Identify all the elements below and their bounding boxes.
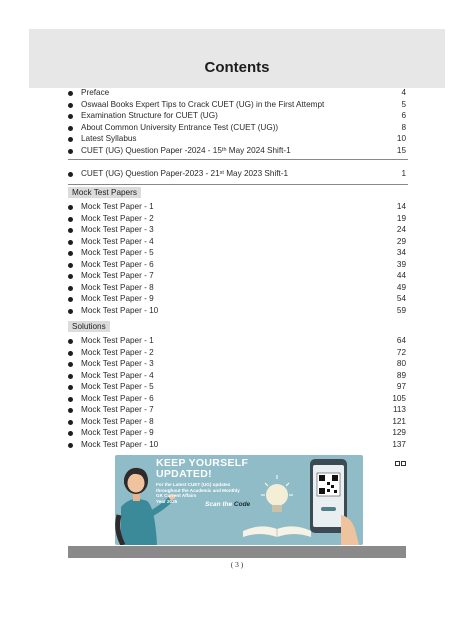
bullet-icon (68, 362, 73, 367)
toc-row-solution-10[interactable]: Mock Test Paper - 10 137 (68, 439, 408, 451)
section-heading-mock-tests: Mock Test Papers (68, 187, 141, 198)
bullet-icon (68, 217, 73, 222)
bullet-icon (68, 420, 73, 425)
bullet-icon (68, 114, 73, 119)
bullet-icon (68, 374, 73, 379)
toc-row-solution-5[interactable]: Mock Test Paper - 5 97 (68, 381, 408, 393)
bullet-icon (68, 385, 73, 390)
bullet-icon (68, 240, 73, 245)
toc-row-exam-structure[interactable]: Examination Structure for CUET (UG) 6 (68, 110, 408, 122)
bullet-icon (68, 309, 73, 314)
solutions-list (68, 335, 408, 450)
bullet-icon (68, 339, 73, 344)
phone-qr-icon (310, 459, 359, 545)
bullet-icon (68, 286, 73, 291)
page-number: ( 3 ) (230, 560, 244, 569)
toc-row-expert-tips[interactable]: Oswaal Books Expert Tips to Crack CUET (UG) in the First Attempt 5 (68, 99, 408, 111)
bullet-icon (68, 103, 73, 108)
toc-row-solution-6[interactable]: Mock Test Paper - 6 105 (68, 393, 408, 405)
toc-row-mock-8[interactable]: Mock Test Paper - 8 49 (68, 282, 408, 294)
bullet-icon (68, 91, 73, 96)
bullet-icon (68, 126, 73, 131)
page-title: Contents (204, 59, 270, 76)
banner-headline: KEEP YOURSELF UPDATED! (156, 457, 249, 480)
toc-row-paper-2023[interactable]: CUET (UG) Question Paper-2023 - 21st May 2023 Shift-1 1 (68, 168, 408, 180)
bullet-icon (68, 443, 73, 448)
toc-row-mock-3[interactable]: Mock Test Paper - 3 24 (68, 224, 408, 236)
toc-row-about-cuet[interactable]: About Common University Entrance Test (CUET (UG)) 8 (68, 122, 408, 134)
toc-row-solution-9[interactable]: Mock Test Paper - 9 129 (68, 427, 408, 439)
toc-row-mock-6[interactable]: Mock Test Paper - 6 39 (68, 259, 408, 271)
contents-header (29, 29, 445, 88)
bullet-icon (68, 297, 73, 302)
bullet-icon (68, 137, 73, 142)
toc-row-solution-2[interactable]: Mock Test Paper - 2 72 (68, 347, 408, 359)
end-of-list-icon (395, 453, 407, 459)
bullet-icon (68, 149, 73, 154)
banner-subtext: For the Latest CUET (UG) updates throughout the Academic and Monthly GK Current Affairs Year 2025 (156, 482, 240, 504)
bullet-icon (68, 205, 73, 210)
scan-the-code-label: Scan the Code (205, 501, 251, 508)
footer-bar (68, 546, 406, 558)
toc-row-preface[interactable]: Preface 4 (68, 87, 408, 99)
toc-row-mock-5[interactable]: Mock Test Paper - 5 34 (68, 247, 408, 259)
toc-row-solution-4[interactable]: Mock Test Paper - 4 89 (68, 370, 408, 382)
toc-row-solution-1[interactable]: Mock Test Paper - 1 64 (68, 335, 408, 347)
section-heading-solutions: Solutions (68, 321, 110, 332)
bullet-icon (68, 408, 73, 413)
paper-2023-list (68, 168, 408, 180)
toc-row-mock-10[interactable]: Mock Test Paper - 10 59 (68, 305, 408, 317)
toc-row-mock-4[interactable]: Mock Test Paper - 4 29 (68, 236, 408, 248)
toc-row-syllabus[interactable]: Latest Syllabus 10 (68, 133, 408, 145)
bullet-icon (68, 397, 73, 402)
intro-list (68, 87, 408, 156)
divider (68, 184, 408, 185)
toc-row-paper-2024[interactable]: CUET (UG) Question Paper -2024 - 15th May 2024 Shift-1 15 (68, 145, 408, 157)
bullet-icon (68, 228, 73, 233)
promo-banner[interactable] (115, 455, 363, 545)
open-book-icon (243, 526, 311, 537)
divider (68, 159, 408, 160)
toc-row-mock-2[interactable]: Mock Test Paper - 2 19 (68, 213, 408, 225)
toc-row-mock-9[interactable]: Mock Test Paper - 9 54 (68, 293, 408, 305)
bullet-icon (68, 172, 73, 177)
lightbulb-icon (261, 475, 293, 512)
toc-row-solution-8[interactable]: Mock Test Paper - 8 121 (68, 416, 408, 428)
toc-row-mock-7[interactable]: Mock Test Paper - 7 44 (68, 270, 408, 282)
toc-row-mock-1[interactable]: Mock Test Paper - 1 14 (68, 201, 408, 213)
bullet-icon (68, 351, 73, 356)
bullet-icon (68, 251, 73, 256)
bullet-icon (68, 274, 73, 279)
bullet-icon (68, 263, 73, 268)
toc-row-solution-7[interactable]: Mock Test Paper - 7 113 (68, 404, 408, 416)
mock-test-list (68, 201, 408, 316)
bullet-icon (68, 431, 73, 436)
toc-row-solution-3[interactable]: Mock Test Paper - 3 80 (68, 358, 408, 370)
